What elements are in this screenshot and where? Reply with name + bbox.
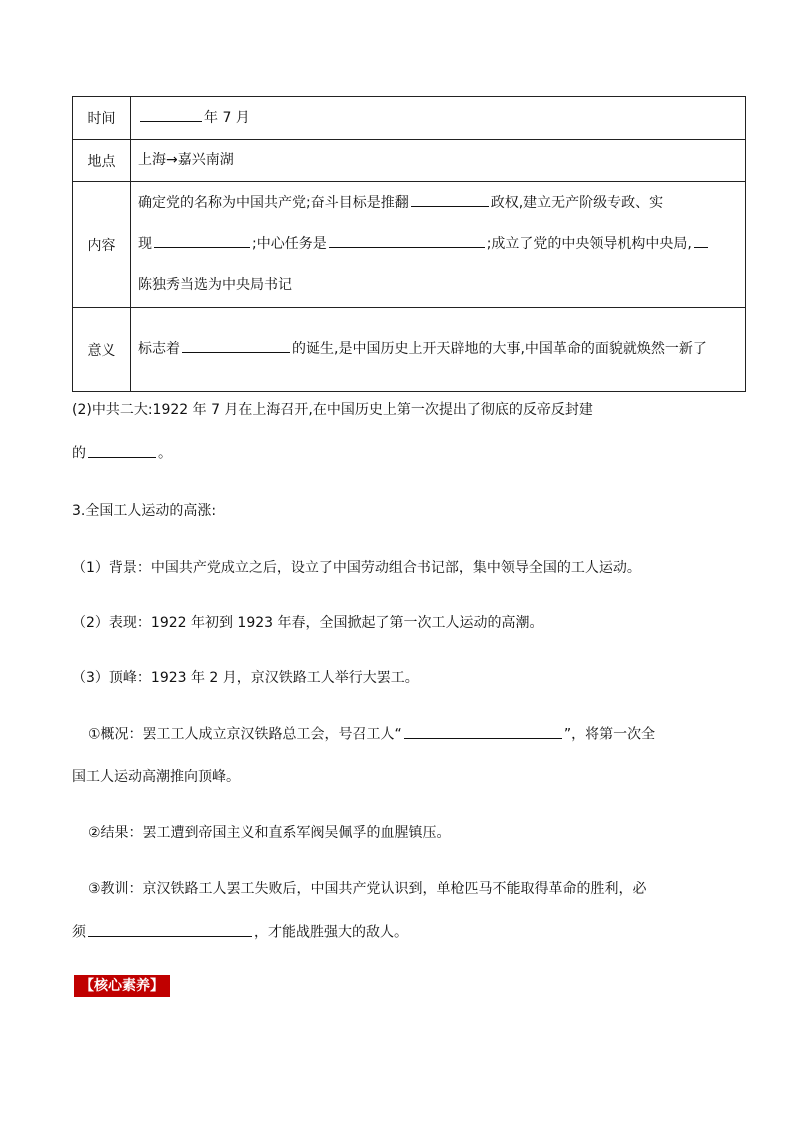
content-significance	[131, 308, 746, 392]
blank-birth[interactable]	[182, 337, 290, 353]
content-time	[131, 97, 746, 140]
significance-text-1: 标志着	[138, 341, 180, 357]
section-title-core-literacy: 【核心素养】	[74, 975, 170, 997]
content-text-4: ;中心任务是	[252, 236, 327, 252]
content-content	[131, 182, 746, 308]
line-lesson: ③教训：京汉铁路工人罢工失败后，中国共产党认识到，单枪匹马不能取得革命的胜利，必	[88, 881, 647, 897]
line-lesson-cont	[72, 921, 408, 942]
content-place: 上海→嘉兴南湖	[131, 140, 746, 182]
overview-text-2: ”，将第一次全	[563, 726, 656, 743]
blank-lesson[interactable]	[88, 921, 252, 937]
label-significance: 意义	[73, 308, 131, 392]
line-section-3-title: 3.全国工人运动的高涨:	[72, 503, 217, 519]
table-row-time	[73, 97, 746, 140]
label-place: 地点	[73, 140, 131, 182]
content-text-6: 陈独秀当选为中央局书记	[138, 277, 292, 293]
line-peak: （3）顶峰：1923 年 2 月，京汉铁路工人举行大罢工。	[72, 670, 419, 686]
info-table	[72, 96, 746, 392]
line-overview-cont: 国工人运动高潮推向顶峰。	[72, 769, 240, 785]
table-row-place	[73, 140, 746, 182]
blank-central-task[interactable]	[329, 232, 485, 248]
blank-program[interactable]	[88, 442, 156, 458]
blank-realize[interactable]	[154, 232, 250, 248]
line-overview	[88, 723, 655, 744]
time-suffix: 年 7 月	[204, 109, 250, 126]
lesson-text-1: 须	[72, 924, 86, 941]
line-result: ②结果：罢工遭到帝国主义和直系军阀吴佩孚的血腥镇压。	[88, 825, 451, 841]
content-text-3: 现	[138, 236, 152, 252]
table-row-significance	[73, 308, 746, 392]
blank-slogan[interactable]	[404, 723, 562, 739]
significance-text-2: 的诞生,是中国历史上开天辟地的大事,中国革命的面貌就焕然一新了	[292, 341, 707, 357]
label-time: 时间	[73, 97, 131, 140]
blank-year[interactable]	[140, 106, 202, 122]
lesson-text-2: ，才能战胜强大的敌人。	[254, 924, 408, 941]
text-period: 。	[158, 445, 172, 462]
content-text-1: 确定党的名称为中国共产党;奋斗目标是推翻	[138, 195, 409, 211]
table-row-content	[73, 182, 746, 308]
overview-text-1: ①概况：罢工工人成立京汉铁路总工会，号召工人“	[88, 726, 402, 743]
label-content: 内容	[73, 182, 131, 308]
text-de: 的	[72, 445, 86, 462]
line-performance: （2）表现：1922 年初到 1923 年春，全国掀起了第一次工人运动的高潮。	[72, 615, 544, 631]
blank-end[interactable]	[694, 232, 708, 248]
line-second-congress: (2)中共二大:1922 年 7 月在上海召开,在中国历史上第一次提出了彻底的反帝反封建	[72, 402, 593, 418]
content-text-5: ;成立了党的中央领导机构中央局,	[486, 236, 692, 252]
content-text-2: 政权,建立无产阶级专政、实	[490, 195, 664, 211]
line-background: （1）背景：中国共产党成立之后，设立了中国劳动组合书记部，集中领导全国的工人运动。	[72, 560, 641, 576]
line-second-congress-cont	[72, 442, 172, 463]
blank-regime[interactable]	[411, 191, 489, 207]
